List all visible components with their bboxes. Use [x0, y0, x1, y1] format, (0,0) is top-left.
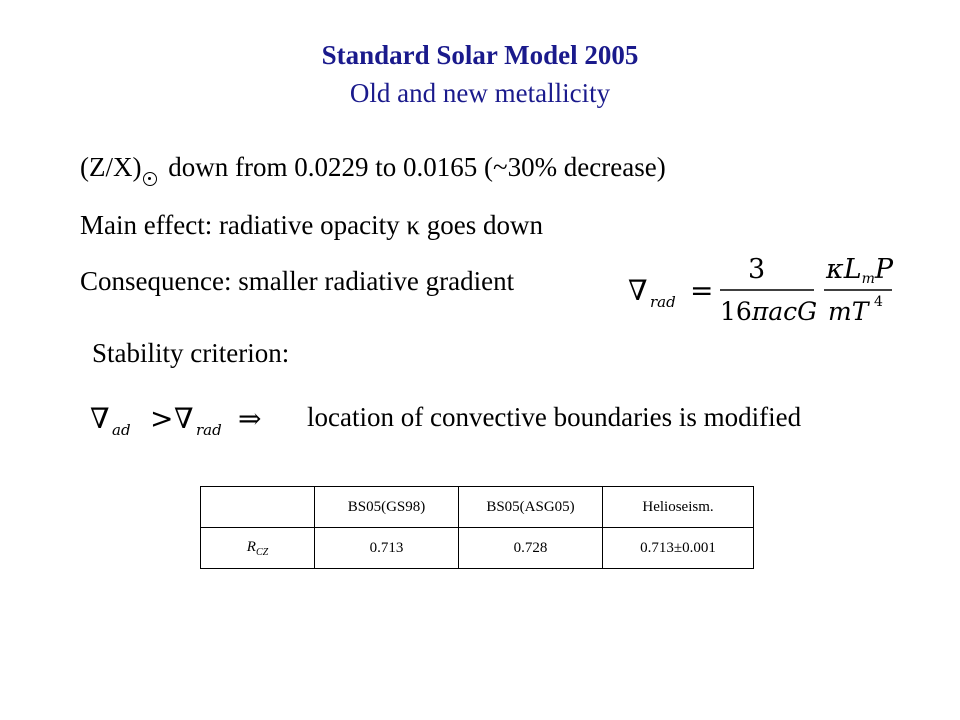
consequence-line: Consequence: smaller radiative gradient [80, 266, 515, 296]
table-cell: 0.728 [459, 528, 603, 569]
table-header-row [201, 487, 754, 528]
metallicity-text: down from 0.0229 to 0.0165 (~30% decrease) [168, 152, 666, 182]
svg-text:>: > [150, 402, 174, 435]
svg-text:ad: ad [112, 421, 131, 438]
convective-boundary-line: location of convective boundaries is modified [307, 402, 802, 432]
svg-text:∇: ∇ [628, 274, 648, 307]
table-header-cell: Helioseism. [603, 487, 754, 528]
svg-text:∇: ∇ [174, 402, 194, 435]
svg-text:mT: mT [828, 297, 869, 326]
metallicity-prefix: (Z/X) [80, 152, 142, 182]
slide-title: Standard Solar Model 2005 [321, 40, 639, 70]
svg-text:3: 3 [748, 254, 766, 285]
svg-text:4: 4 [874, 294, 883, 310]
stability-line: Stability criterion: [92, 338, 290, 368]
slide-subtitle: Old and new metallicity [349, 78, 611, 108]
stability-inequality [90, 398, 290, 438]
svg-text:⇒: ⇒ [238, 402, 262, 435]
table-cell: 0.713 [315, 528, 459, 569]
row-label-rcz: $R_{CZ}$ [201, 528, 315, 569]
results-table [200, 486, 754, 569]
svg-text:∇: ∇ [90, 402, 110, 435]
radiative-gradient-formula [628, 250, 898, 330]
table-cell: 0.713±0.001 [603, 528, 754, 569]
svg-text:16πacG: 16πacG [720, 297, 818, 326]
table-row [201, 528, 754, 569]
svg-text:rad: rad [650, 293, 676, 311]
svg-text:rad: rad [196, 421, 222, 438]
metallicity-line [80, 152, 666, 186]
table-header-cell [201, 487, 315, 528]
table-header-cell: BS05(GS98) [315, 487, 459, 528]
svg-text:κLmP: κLmP [826, 254, 894, 287]
main-effect-line: Main effect: radiative opacity κ goes down [80, 210, 543, 240]
table-header-cell: BS05(ASG05) [459, 487, 603, 528]
svg-text:=: = [690, 274, 714, 307]
sun-symbol-icon [143, 172, 157, 186]
